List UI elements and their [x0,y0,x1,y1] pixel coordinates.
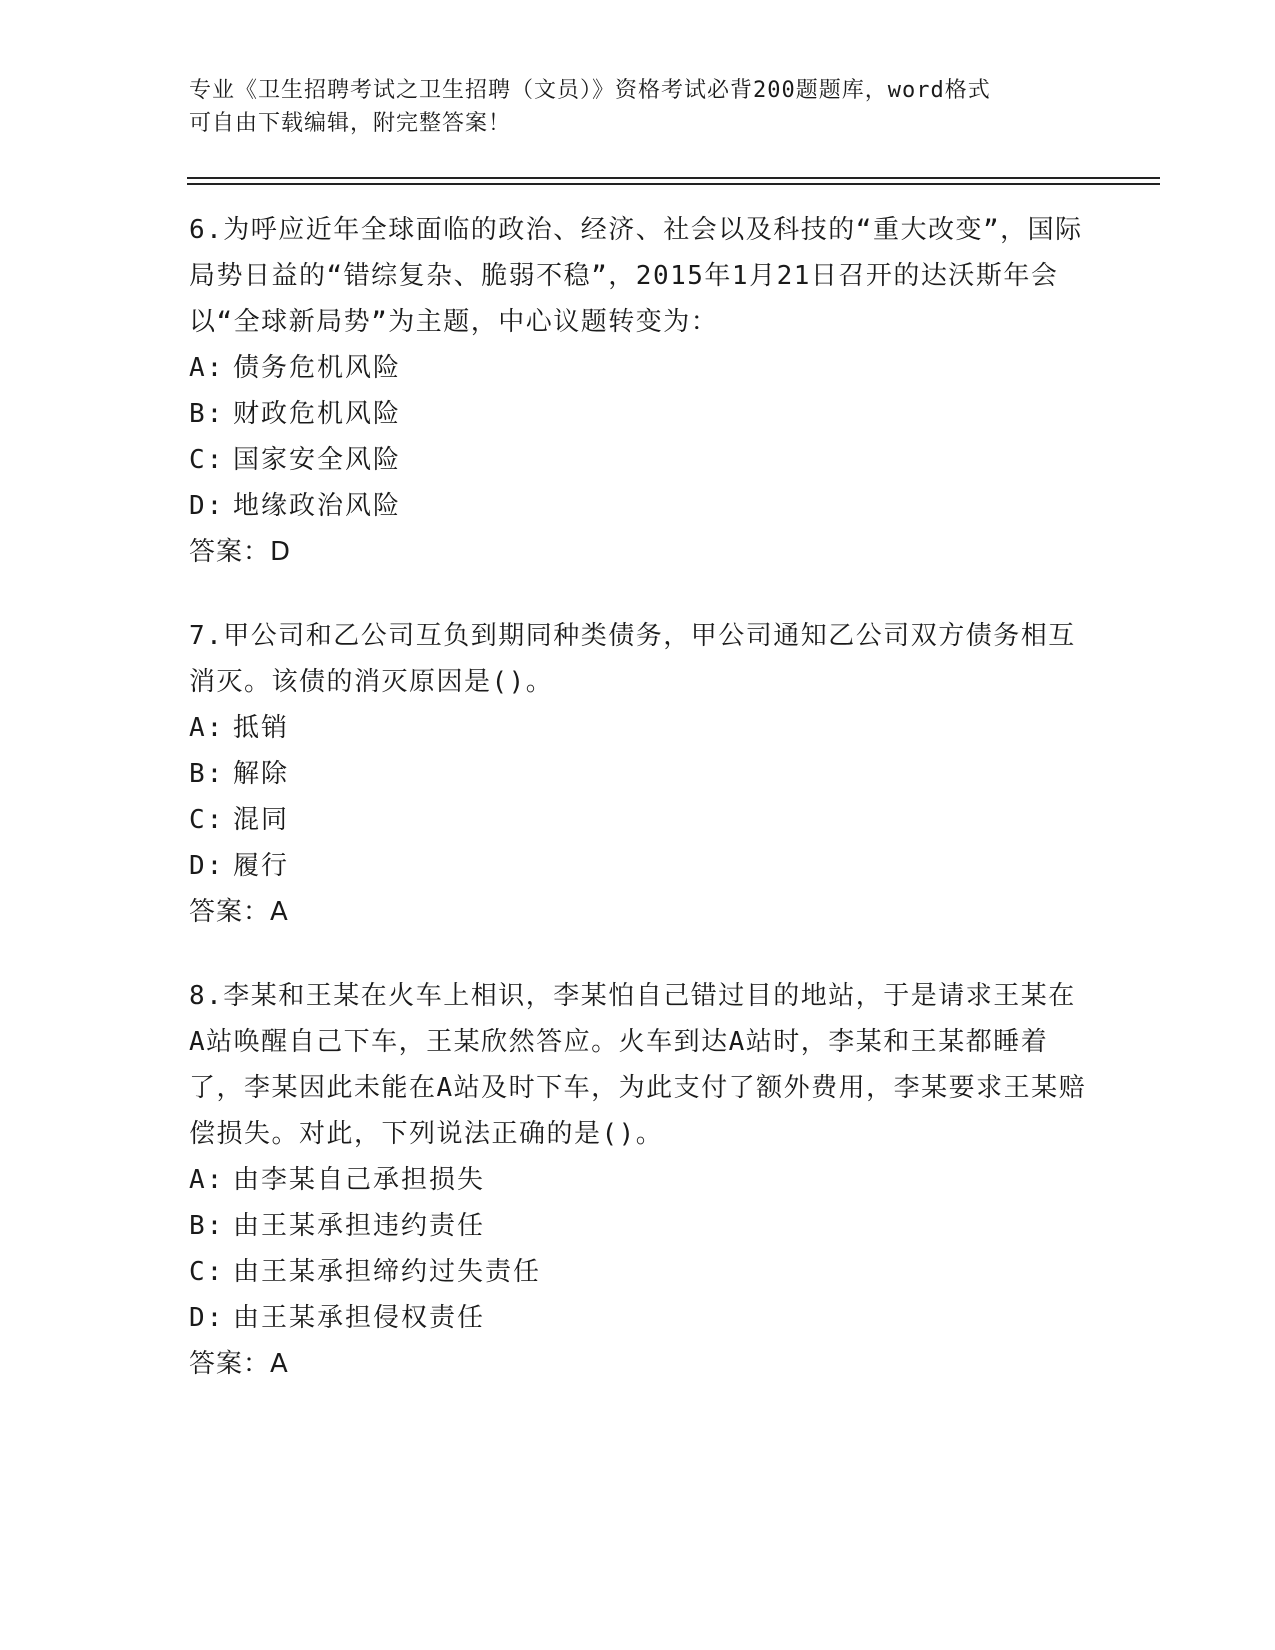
option-c [189,797,1089,843]
question-list [189,207,1089,1425]
option-d [189,483,1089,529]
option-letter: A: [189,713,225,743]
option-letter: D: [189,851,225,881]
option-b [189,391,1089,437]
option-d [189,843,1089,889]
option-letter: C: [189,445,225,475]
answer-line: 答案：A [189,1349,289,1379]
question-6 [189,207,1089,575]
document-header [189,74,1069,140]
option-b [189,751,1089,797]
option-c [189,437,1089,483]
option-letter: D: [189,1303,225,1333]
option-text: 由王某承担缔约过失责任 [233,1257,542,1287]
question-stem: 6.为呼应近年全球面临的政治、经济、社会以及科技的“重大改变”，国际局势日益的“错综复杂、脆弱不稳”，2015年1月21日召开的达沃斯年会以“全球新局势”为主题，中心议题转变为： [189,215,1083,337]
option-b [189,1203,1089,1249]
option-text: 由王某承担侵权责任 [233,1303,486,1333]
option-text: 国家安全风险 [233,445,402,475]
header-divider-top [187,177,1160,179]
header-line-1: 专业《卫生招聘考试之卫生招聘（文员）》资格考试必背200题题库，word格式 [189,78,991,103]
option-text: 抵销 [233,713,290,743]
question-7 [189,613,1089,935]
option-text: 债务危机风险 [233,353,402,383]
option-a [189,1157,1089,1203]
header-divider-bottom [187,183,1160,185]
answer-line: 答案：D [189,537,292,567]
answer-line: 答案：A [189,897,289,927]
option-text: 财政危机风险 [233,399,402,429]
option-letter: C: [189,805,225,835]
option-letter: D: [189,491,225,521]
header-line-2: 可自由下载编辑，附完整答案！ [189,111,512,136]
option-c [189,1249,1089,1295]
option-text: 解除 [233,759,290,789]
option-d [189,1295,1089,1341]
option-text: 地缘政治风险 [233,491,402,521]
option-letter: B: [189,759,225,789]
option-text: 混同 [233,805,290,835]
option-text: 由王某承担违约责任 [233,1211,486,1241]
question-stem: 7.甲公司和乙公司互负到期同种类债务，甲公司通知乙公司双方债务相互消灭。该债的消灭原因是()。 [189,621,1076,697]
option-letter: A: [189,1165,225,1195]
option-text: 履行 [233,851,290,881]
option-letter: C: [189,1257,225,1287]
question-stem: 8.李某和王某在火车上相识，李某怕自己错过目的地站，于是请求王某在A站唤醒自己下车，王某欣然答应。火车到达A站时，李某和王某都睡着了，李某因此未能在A站及时下车，为此支付了额外费用，李某要求王某赔偿损失。对此，下列说法正确的是()。 [189,981,1087,1149]
question-8 [189,973,1089,1387]
option-letter: A: [189,353,225,383]
option-a [189,345,1089,391]
option-text: 由李某自己承担损失 [233,1165,486,1195]
option-a [189,705,1089,751]
option-letter: B: [189,1211,225,1241]
option-letter: B: [189,399,225,429]
